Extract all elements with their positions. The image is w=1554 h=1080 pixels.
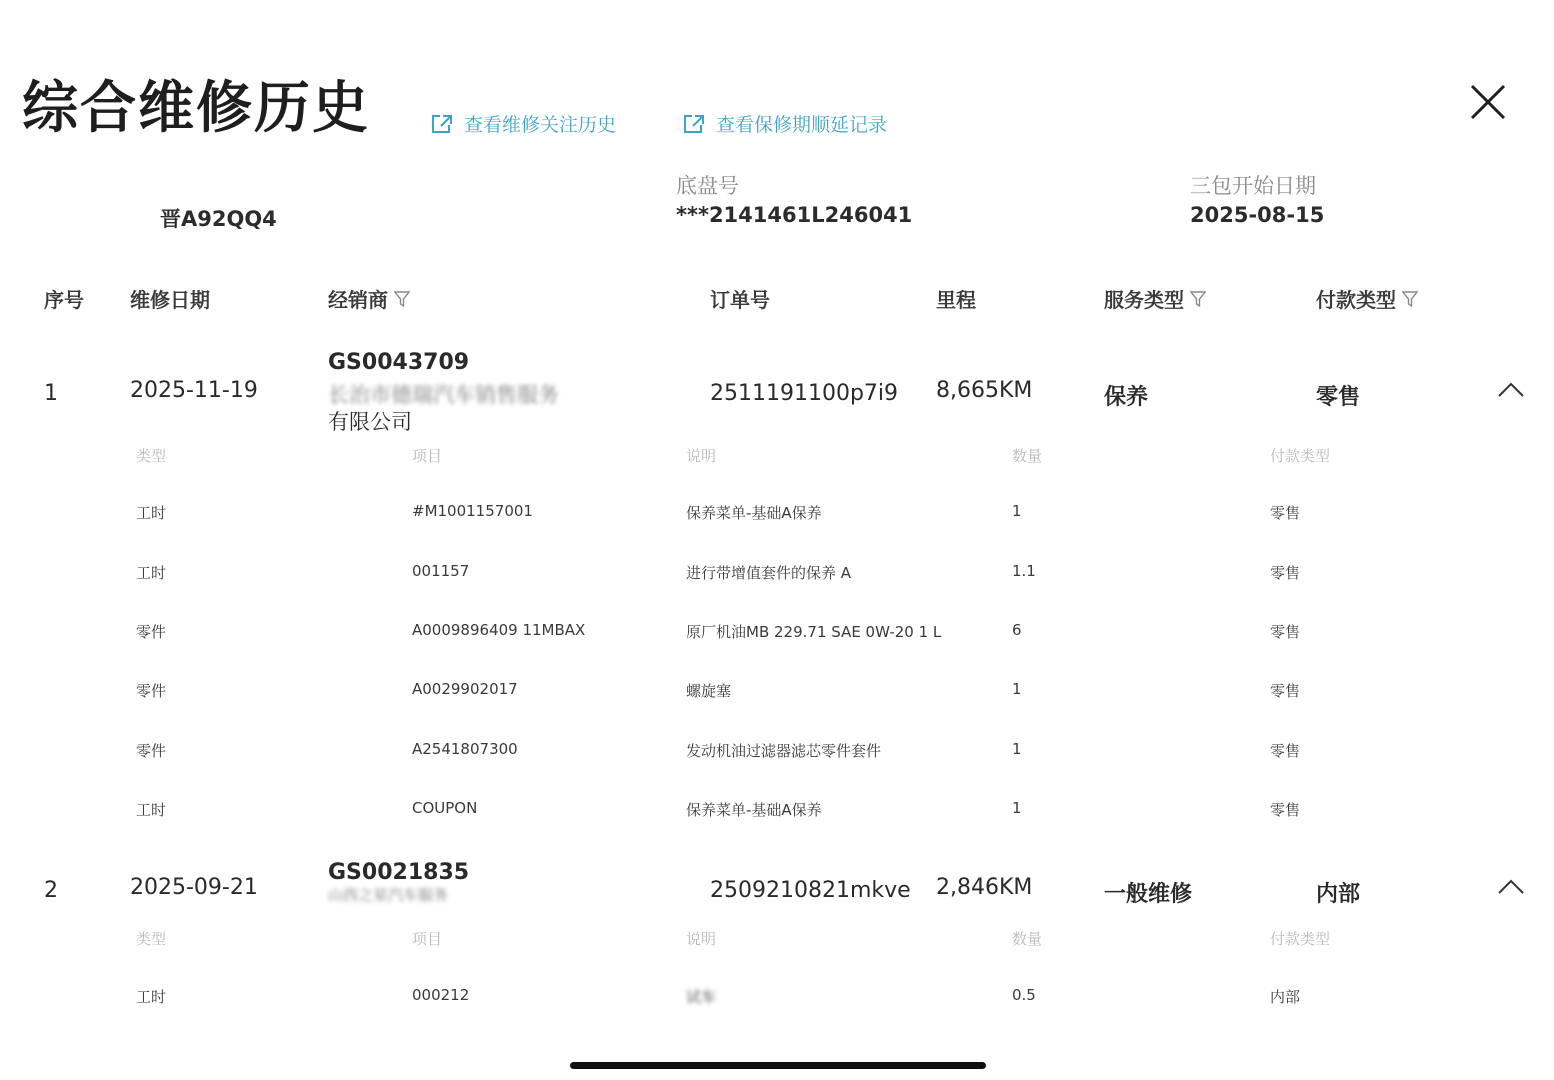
item-pay: 零售 <box>1270 623 1301 641</box>
home-indicator[interactable] <box>570 1062 986 1069</box>
focus-history-link[interactable] <box>430 110 616 137</box>
col-header-date-label: 维修日期 <box>130 288 210 312</box>
dealer-name: 山西之星汽车服务 <box>328 886 449 904</box>
chevron-up-icon[interactable] <box>1496 380 1526 400</box>
service-type: 一般维修 <box>1104 882 1193 907</box>
payment-type: 零售 <box>1316 385 1361 410</box>
col-header-order-label: 订单号 <box>710 288 770 312</box>
item-pay: 零售 <box>1270 742 1301 760</box>
external-link-icon <box>682 113 706 135</box>
item-code: 001157 <box>412 562 470 580</box>
warranty-start-label: 三包开始日期 <box>1190 174 1316 198</box>
record-date: 2025-11-19 <box>130 378 258 403</box>
order-number: 2511191100p7i9 <box>710 381 899 406</box>
col-header-payment-type-label: 付款类型 <box>1316 288 1396 312</box>
sub-header-type: 类型 <box>136 447 167 465</box>
mileage: 8,665KM <box>936 378 1033 403</box>
filter-icon[interactable] <box>1402 290 1418 308</box>
warranty-start-value: 2025-08-15 <box>1190 203 1325 227</box>
chassis-label: 底盘号 <box>676 174 739 198</box>
col-header-mileage[interactable] <box>936 284 976 313</box>
item-code: #M1001157001 <box>412 502 533 520</box>
item-code: A2541807300 <box>412 740 518 758</box>
col-header-order <box>710 284 770 313</box>
sub-header-desc: 说明 <box>686 447 717 465</box>
sub-header-item: 项目 <box>412 930 443 948</box>
sub-header-pay: 付款类型 <box>1270 447 1331 465</box>
item-pay: 零售 <box>1270 682 1301 700</box>
item-type: 工时 <box>136 988 167 1006</box>
item-desc: 保养菜单-基础A保养 <box>686 801 822 819</box>
service-type: 保养 <box>1104 385 1149 410</box>
item-qty: 1 <box>1012 799 1022 817</box>
item-pay: 零售 <box>1270 504 1301 522</box>
record-seq: 2 <box>44 878 58 903</box>
col-header-seq <box>44 284 84 313</box>
item-code: A0029902017 <box>412 680 518 698</box>
item-qty: 0.5 <box>1012 986 1036 1004</box>
payment-type: 内部 <box>1316 882 1361 907</box>
warranty-extension-link-label: 查看保修期顺延记录 <box>716 114 888 136</box>
item-pay: 零售 <box>1270 564 1301 582</box>
item-qty: 1.1 <box>1012 562 1036 580</box>
item-code: COUPON <box>412 799 478 817</box>
col-header-service-type[interactable] <box>1104 284 1206 313</box>
item-desc: 试车 <box>686 988 717 1006</box>
item-desc: 原厂机油MB 229.71 SAE 0W-20 1 L <box>686 623 942 641</box>
warranty-extension-link[interactable] <box>682 110 887 137</box>
item-pay: 零售 <box>1270 801 1301 819</box>
dealer-code: GS0021835 <box>328 860 470 885</box>
item-pay: 内部 <box>1270 988 1301 1006</box>
dealer-code: GS0043709 <box>328 350 470 375</box>
order-number: 2509210821mkve <box>710 878 911 903</box>
item-qty: 1 <box>1012 740 1022 758</box>
col-header-date[interactable] <box>130 284 210 313</box>
chevron-up-icon[interactable] <box>1496 877 1526 897</box>
item-qty: 6 <box>1012 621 1022 639</box>
item-type: 工时 <box>136 504 167 522</box>
external-link-icon <box>430 113 454 135</box>
record-date: 2025-09-21 <box>130 875 258 900</box>
item-type: 零件 <box>136 623 167 641</box>
focus-history-link-label: 查看维修关注历史 <box>464 114 617 136</box>
dealer-name-line2: 有限公司 <box>328 410 412 434</box>
sub-header-qty: 数量 <box>1012 930 1043 948</box>
item-code: A0009896409 11MBAX <box>412 621 586 639</box>
filter-icon[interactable] <box>1190 290 1206 308</box>
sub-header-qty: 数量 <box>1012 447 1043 465</box>
item-desc: 螺旋塞 <box>686 682 732 700</box>
item-desc: 发动机油过滤器滤芯零件套件 <box>686 742 882 760</box>
col-header-dealer[interactable] <box>328 284 410 313</box>
dealer-name: 长治市德瑞汽车销售服务 <box>328 383 559 407</box>
mileage: 2,846KM <box>936 875 1033 900</box>
sub-header-desc: 说明 <box>686 930 717 948</box>
col-header-payment-type[interactable] <box>1316 284 1418 313</box>
sub-header-pay: 付款类型 <box>1270 930 1331 948</box>
col-header-dealer-label: 经销商 <box>328 288 388 312</box>
page-title: 综合维修历史 <box>22 76 370 141</box>
item-code: 000212 <box>412 986 470 1004</box>
item-qty: 1 <box>1012 680 1022 698</box>
sub-header-type: 类型 <box>136 930 167 948</box>
col-header-seq-label: 序号 <box>44 288 84 312</box>
col-header-service-type-label: 服务类型 <box>1104 288 1184 312</box>
plate-number: 晋A92QQ4 <box>160 207 277 231</box>
item-type: 工时 <box>136 801 167 819</box>
item-desc: 保养菜单-基础A保养 <box>686 504 822 522</box>
col-header-mileage-label: 里程 <box>936 288 976 312</box>
item-desc: 进行带增值套件的保养 A <box>686 564 852 582</box>
item-type: 零件 <box>136 742 167 760</box>
item-type: 零件 <box>136 682 167 700</box>
sub-header-item: 项目 <box>412 447 443 465</box>
record-seq: 1 <box>44 381 58 406</box>
item-qty: 1 <box>1012 502 1022 520</box>
item-type: 工时 <box>136 564 167 582</box>
close-icon[interactable] <box>1466 80 1510 124</box>
filter-icon[interactable] <box>394 290 410 308</box>
chassis-value: ***2141461L246041 <box>676 203 913 227</box>
